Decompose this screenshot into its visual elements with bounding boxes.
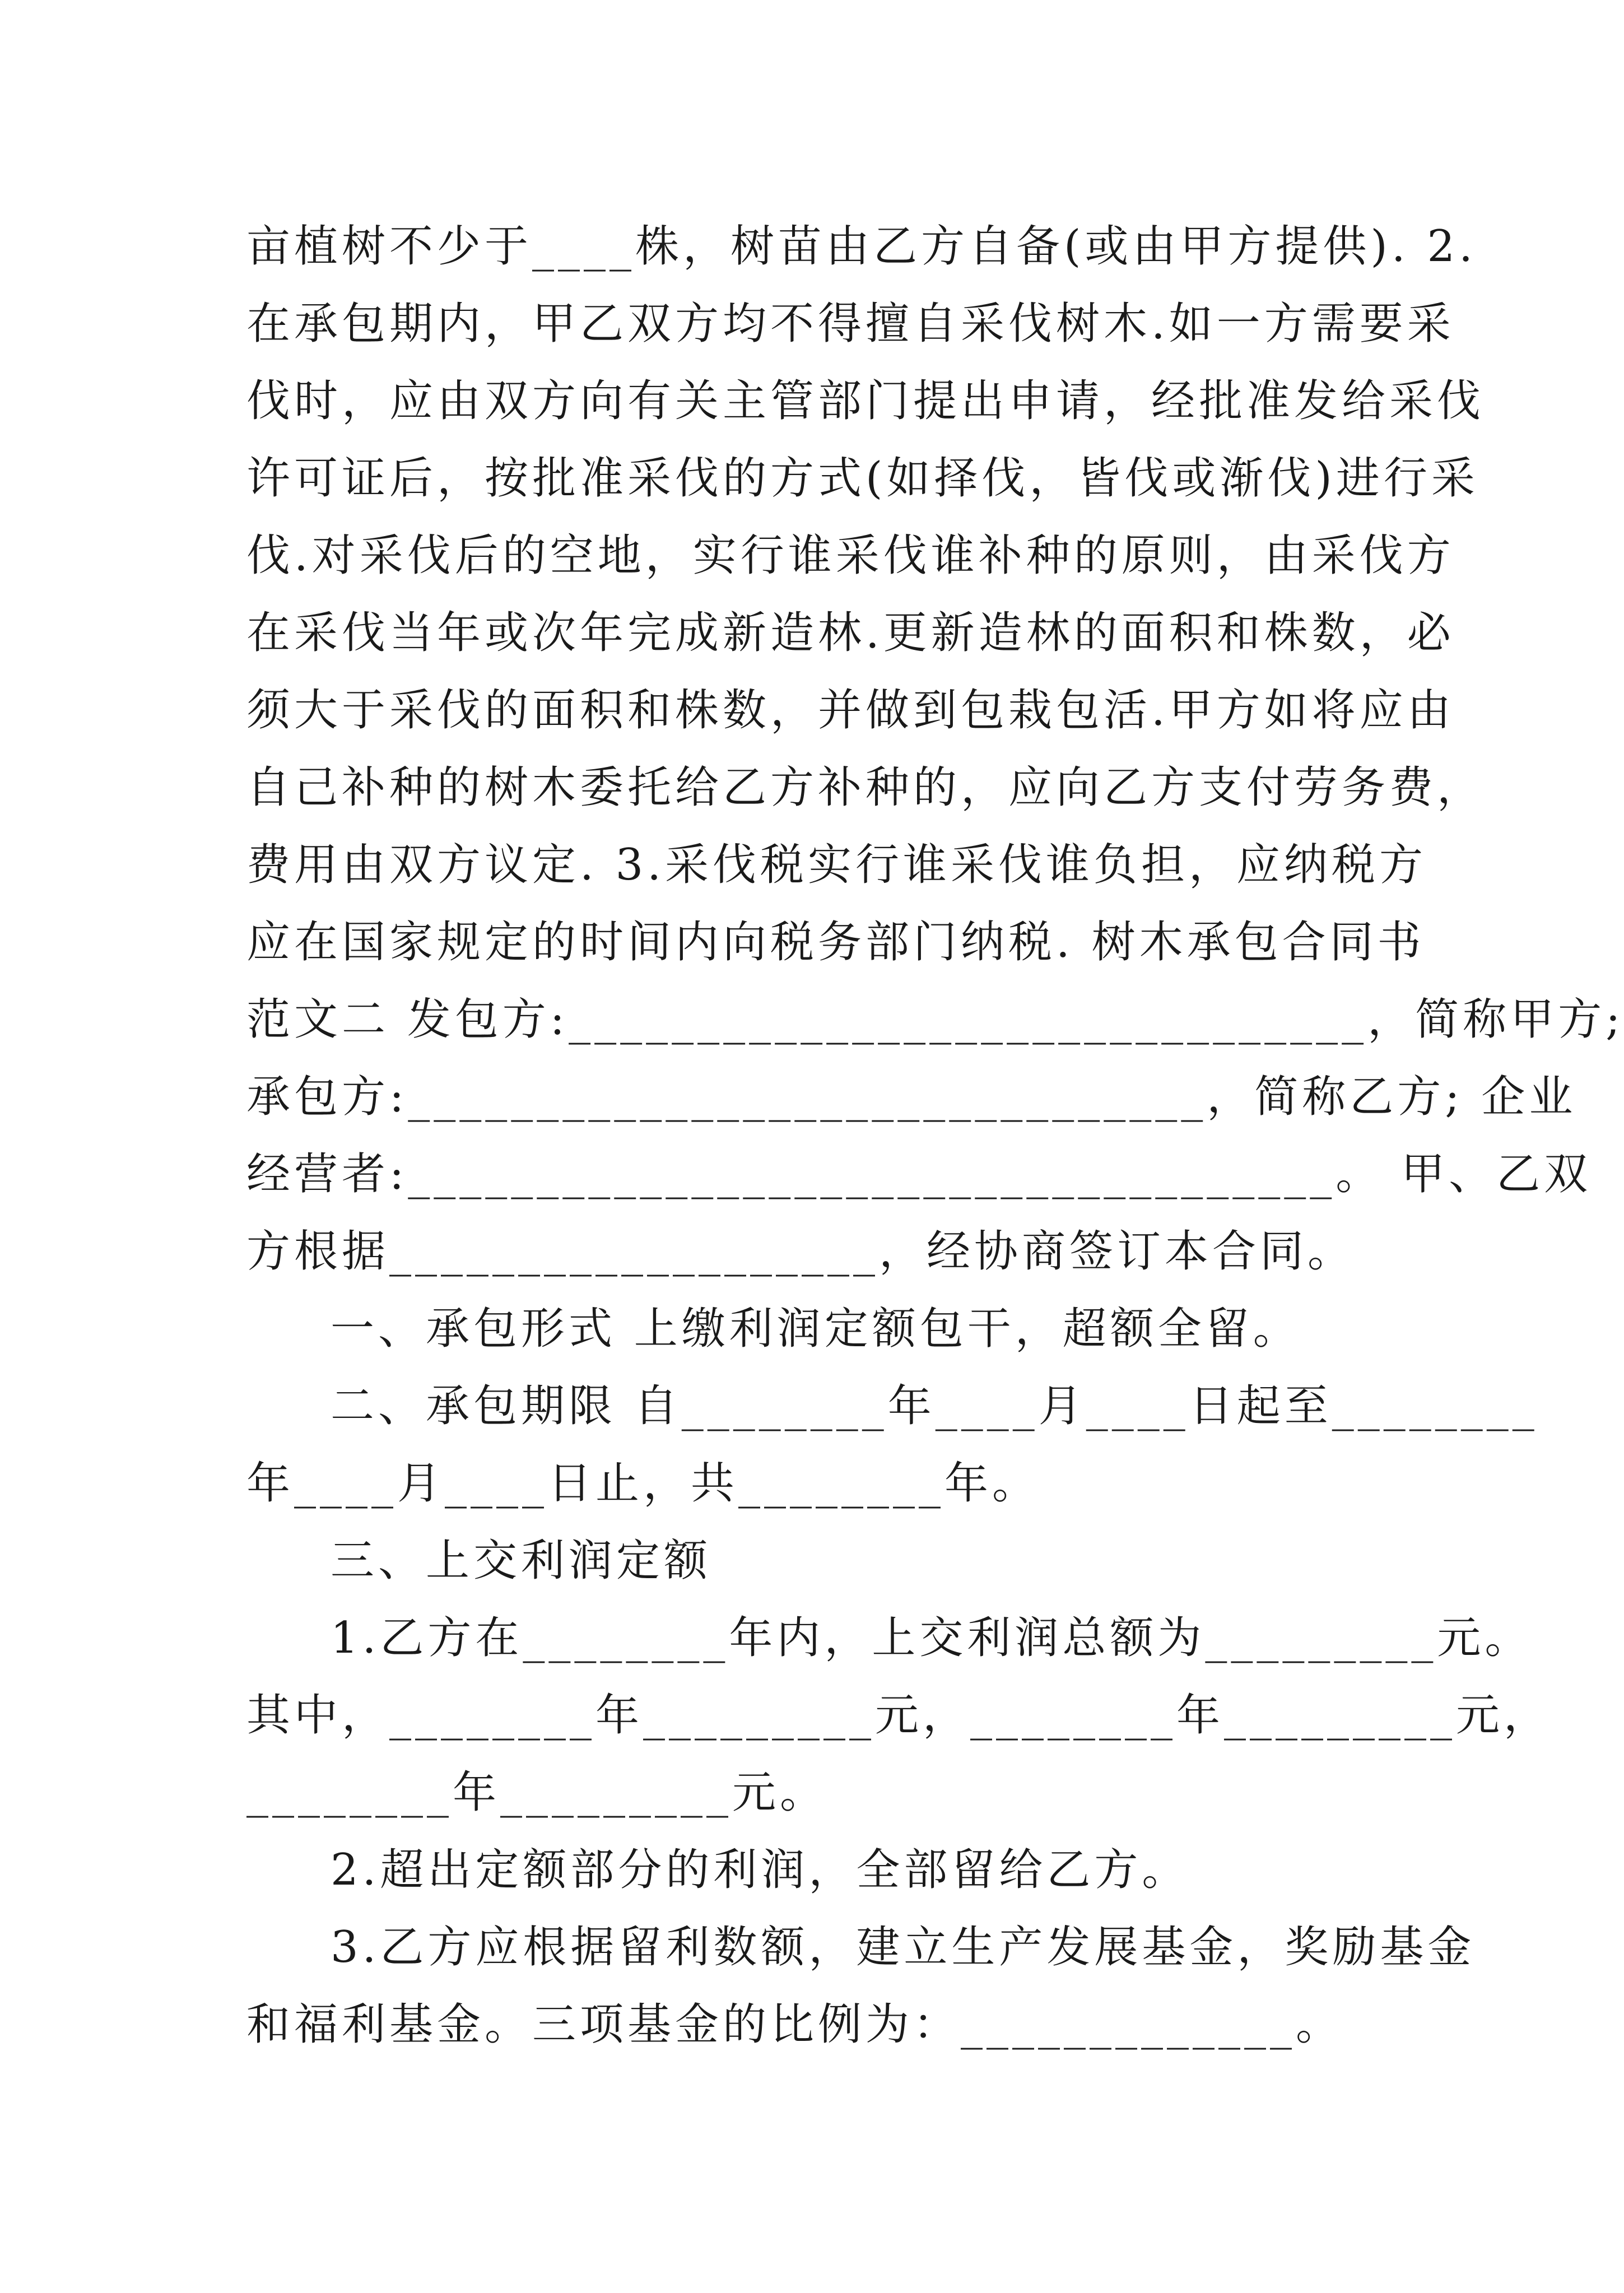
text-line: 范文二 发包方:_______________________________，简称甲方; <box>246 994 1624 1045</box>
section-heading: 三、上交利润定额 <box>331 1536 712 1586</box>
text-line: 须大于采伐的面积和株数，并做到包栽包活.甲方如将应由 <box>246 685 1455 736</box>
text-line: 亩植树不少于____株，树苗由乙方自备(或由甲方提供). 2. <box>246 221 1477 272</box>
text-line: 伐.对采伐后的空地，实行谁采伐谁补种的原则，由采伐方 <box>246 531 1455 581</box>
text-line: 自己补种的树木委托给乙方补种的，应向乙方支付劳务费， <box>246 762 1485 813</box>
section-heading: 二、承包期限 自________年____月____日起至________ <box>331 1381 1538 1431</box>
text-line: 1.乙方在________年内，上交利润总额为_________元。 <box>331 1613 1533 1663</box>
text-line: 许可证后，按批准采伐的方式(如择伐，皆伐或渐伐)进行采 <box>246 453 1479 504</box>
text-line: 2.超出定额部分的利润，全部留给乙方。 <box>331 1845 1190 1895</box>
text-line: 伐时，应由双方向有关主管部门提出申请，经批准发给采伐 <box>246 376 1485 426</box>
text-line: 3.乙方应根据留利数额，建立生产发展基金，奖励基金 <box>331 1922 1476 1973</box>
section-heading: 一、承包形式 上缴利润定额包干，超额全留。 <box>331 1304 1301 1354</box>
text-line: 在承包期内，甲乙双方均不得擅自采伐树木.如一方需要采 <box>246 299 1455 349</box>
text-line: 经营者:____________________________________。 甲、乙双 <box>246 1149 1592 1199</box>
text-line: 和福利基金。三项基金的比例为：_____________。 <box>246 1999 1344 2050</box>
text-line: 年____月____日止，共________年。 <box>246 1458 1040 1509</box>
text-line: 方根据___________________，经协商签订本合同。 <box>246 1226 1356 1277</box>
text-line: 其中，________年_________元，________年_________元， <box>246 1690 1552 1741</box>
text-line: 承包方:_______________________________，简称乙方; 企业 <box>246 1072 1577 1122</box>
text-line: ________年_________元。 <box>246 1768 828 1818</box>
text-line: 应在国家规定的时间内向税务部门纳税. 树木承包合同书 <box>246 917 1425 968</box>
text-line: 费用由双方议定. 3.采伐税实行谁采伐谁负担，应纳税方 <box>246 840 1427 890</box>
text-line: 在采伐当年或次年完成新造林.更新造林的面积和株数，必 <box>246 608 1455 658</box>
